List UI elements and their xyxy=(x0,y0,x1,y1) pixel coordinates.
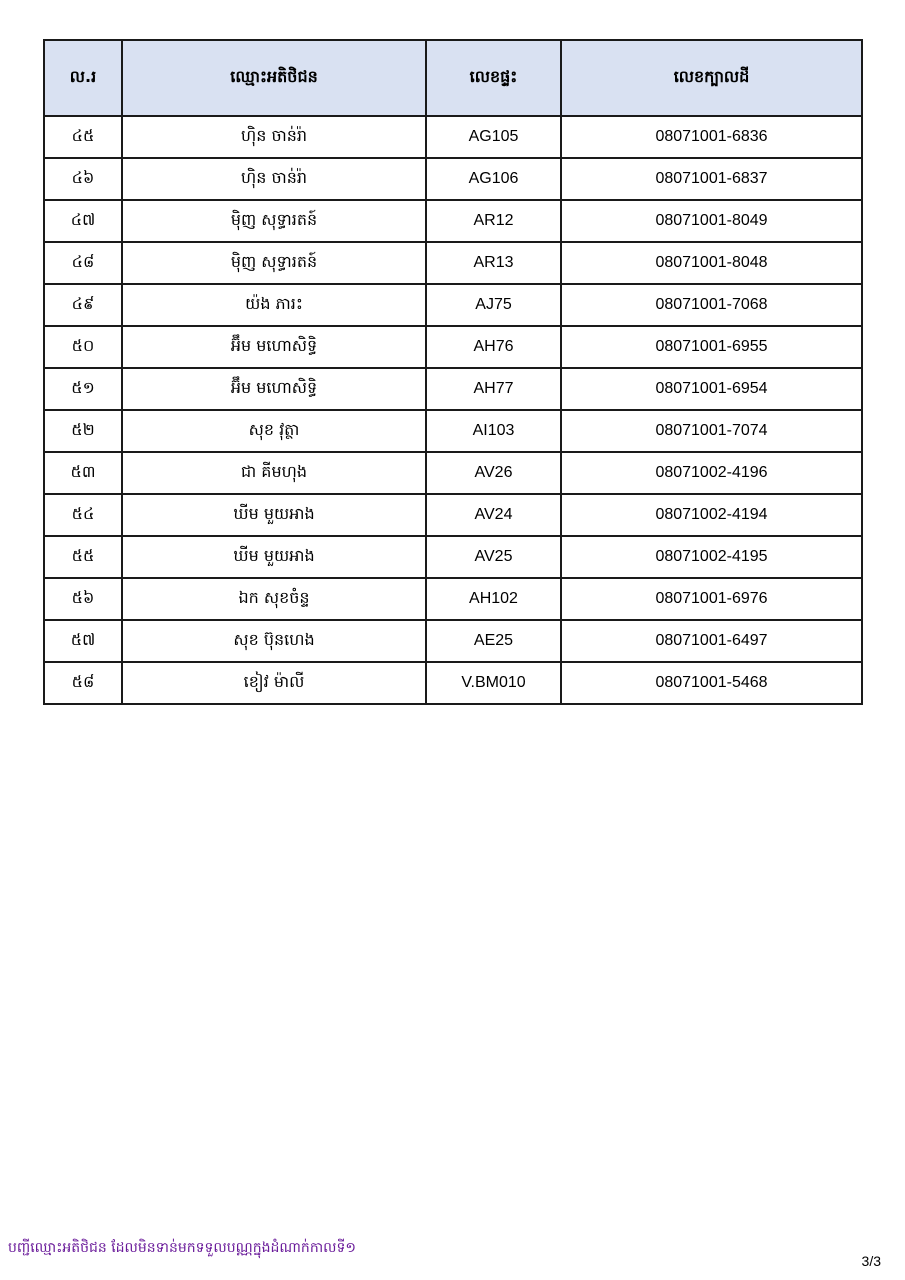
cell-customer-name: ឃីម មួយអាង xyxy=(122,494,426,536)
cell-plot-number: 08071001-7068 xyxy=(561,284,862,326)
cell-customer-name: ខៀវ ម៉ាលី xyxy=(122,662,426,704)
table-row xyxy=(44,410,862,452)
cell-house-number: V.BM010 xyxy=(426,662,561,704)
table-row xyxy=(44,158,862,200)
cell-number: ៥១ xyxy=(44,368,122,410)
page-number: 3/3 xyxy=(861,1253,881,1269)
cell-number: ៤៩ xyxy=(44,284,122,326)
cell-number: ៥៤ xyxy=(44,494,122,536)
table-row xyxy=(44,284,862,326)
cell-plot-number: 08071001-6954 xyxy=(561,368,862,410)
table-row xyxy=(44,578,862,620)
table-row xyxy=(44,494,862,536)
cell-plot-number: 08071001-8048 xyxy=(561,242,862,284)
cell-number: ៥២ xyxy=(44,410,122,452)
cell-customer-name: ហ៊ិន ចាន់រ៉ា xyxy=(122,116,426,158)
cell-house-number: AH76 xyxy=(426,326,561,368)
table-body xyxy=(44,116,862,704)
cell-customer-name: ជា គីមហុង xyxy=(122,452,426,494)
cell-customer-name: យ៉ង ភារះ xyxy=(122,284,426,326)
cell-house-number: AV24 xyxy=(426,494,561,536)
cell-customer-name: អ៊ឹម មហោសិទ្ធិ xyxy=(122,368,426,410)
header-number: ល.រ xyxy=(44,40,122,116)
cell-plot-number: 08071001-5468 xyxy=(561,662,862,704)
cell-house-number: AH102 xyxy=(426,578,561,620)
cell-house-number: AR13 xyxy=(426,242,561,284)
header-plot-number: លេខក្បាលដី xyxy=(561,40,862,116)
cell-number: ៥០ xyxy=(44,326,122,368)
table-row xyxy=(44,116,862,158)
cell-customer-name: អ៊ឹម មហោសិទ្ធិ xyxy=(122,326,426,368)
footer-title: បញ្ជីឈ្មោះអតិថិជន ដែលមិនទាន់មកទទួលបណ្ណក្នុងដំណាក់កាលទី១ xyxy=(8,1240,356,1256)
cell-house-number: AV25 xyxy=(426,536,561,578)
cell-plot-number: 08071001-6836 xyxy=(561,116,862,158)
table-row xyxy=(44,326,862,368)
table-row xyxy=(44,200,862,242)
table-header-row xyxy=(44,40,862,116)
cell-plot-number: 08071001-6497 xyxy=(561,620,862,662)
cell-customer-name: ម៉ិញ សុទ្ធារតន៍ xyxy=(122,242,426,284)
table-row xyxy=(44,662,862,704)
cell-plot-number: 08071002-4194 xyxy=(561,494,862,536)
cell-house-number: AG106 xyxy=(426,158,561,200)
cell-house-number: AR12 xyxy=(426,200,561,242)
cell-house-number: AH77 xyxy=(426,368,561,410)
cell-customer-name: ឃីម មួយអាង xyxy=(122,536,426,578)
cell-house-number: AJ75 xyxy=(426,284,561,326)
cell-customer-name: ហ៊ិន ចាន់រ៉ា xyxy=(122,158,426,200)
customer-table xyxy=(43,39,863,705)
cell-plot-number: 08071002-4196 xyxy=(561,452,862,494)
cell-customer-name: ឯក សុខចំន្ទ xyxy=(122,578,426,620)
cell-house-number: AE25 xyxy=(426,620,561,662)
table-row xyxy=(44,620,862,662)
cell-plot-number: 08071001-6837 xyxy=(561,158,862,200)
header-customer-name: ឈ្មោះអតិថិជន xyxy=(122,40,426,116)
table-row xyxy=(44,242,862,284)
table-row xyxy=(44,368,862,410)
cell-plot-number: 08071001-6955 xyxy=(561,326,862,368)
cell-house-number: AI103 xyxy=(426,410,561,452)
cell-plot-number: 08071001-7074 xyxy=(561,410,862,452)
cell-customer-name: ម៉ិញ សុទ្ធារតន៍ xyxy=(122,200,426,242)
cell-number: ៥៣ xyxy=(44,452,122,494)
cell-number: ៥៨ xyxy=(44,662,122,704)
cell-number: ៤៦ xyxy=(44,158,122,200)
cell-number: ៤៨ xyxy=(44,242,122,284)
cell-number: ៥៧ xyxy=(44,620,122,662)
cell-house-number: AG105 xyxy=(426,116,561,158)
cell-plot-number: 08071002-4195 xyxy=(561,536,862,578)
cell-plot-number: 08071001-6976 xyxy=(561,578,862,620)
cell-plot-number: 08071001-8049 xyxy=(561,200,862,242)
cell-number: ៥៥ xyxy=(44,536,122,578)
table-row xyxy=(44,452,862,494)
cell-number: ៥៦ xyxy=(44,578,122,620)
cell-number: ៤៧ xyxy=(44,200,122,242)
cell-customer-name: សុខ វុត្ថា xyxy=(122,410,426,452)
cell-house-number: AV26 xyxy=(426,452,561,494)
table-row xyxy=(44,536,862,578)
cell-number: ៤៥ xyxy=(44,116,122,158)
header-house-number: លេខផ្ទះ xyxy=(426,40,561,116)
cell-customer-name: សុខ ប៊ុនហេង xyxy=(122,620,426,662)
